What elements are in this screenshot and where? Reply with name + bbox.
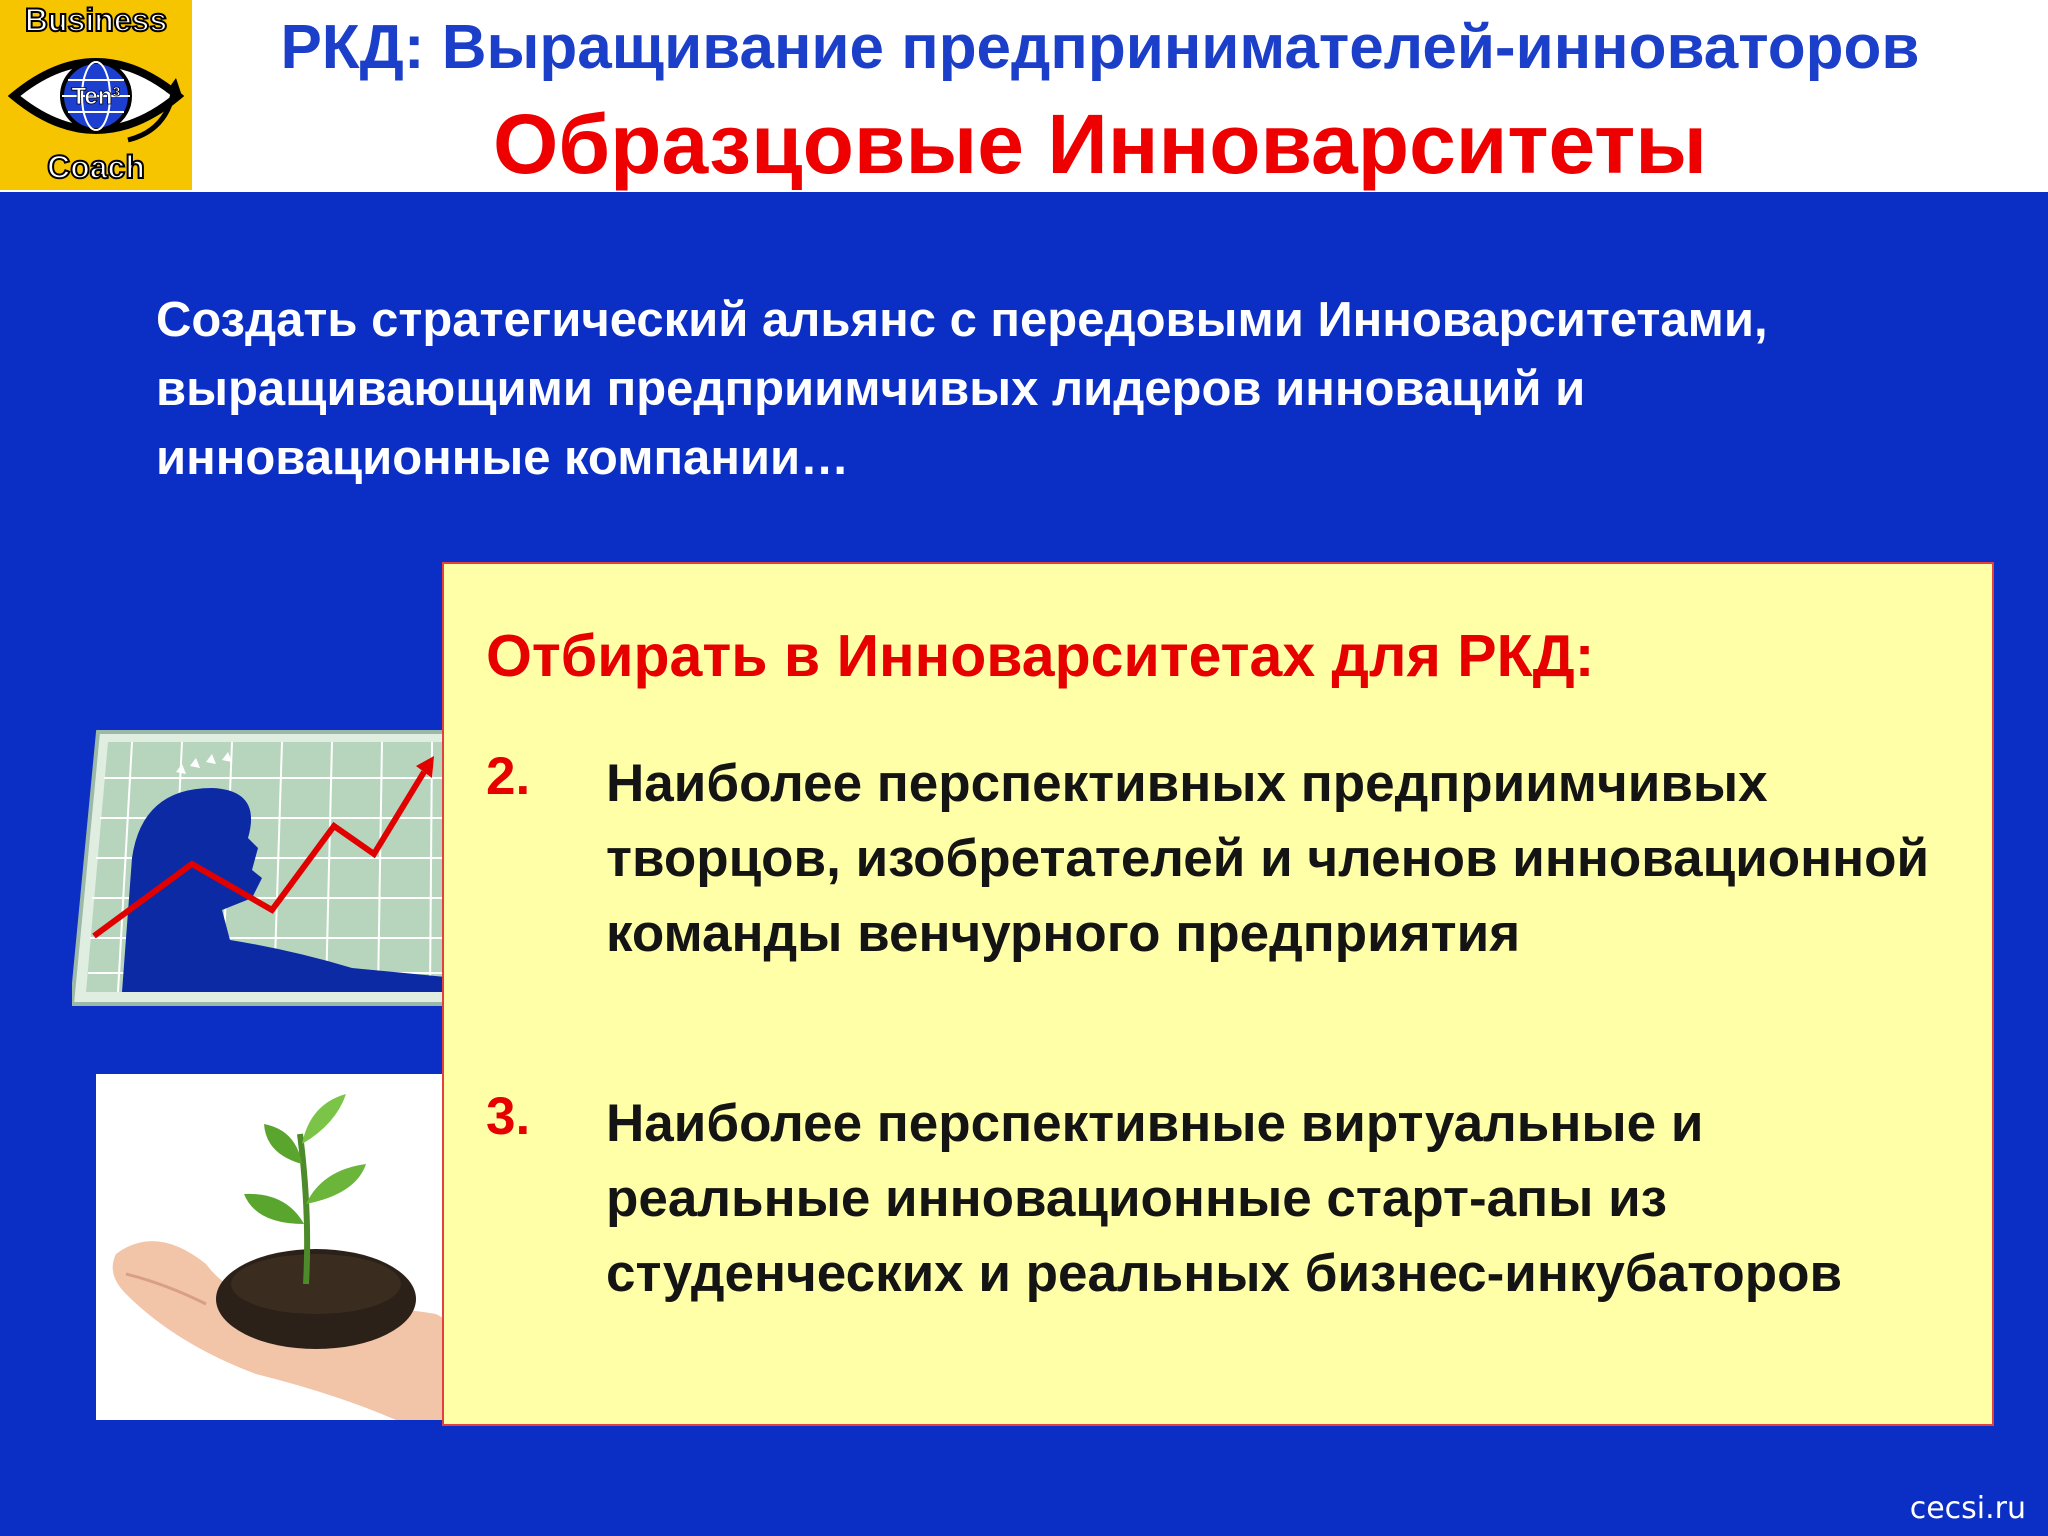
growth-chart-illustration	[72, 728, 456, 1008]
source-watermark: cecsi.ru	[1909, 1491, 2026, 1526]
list-item-number: 3.	[486, 1087, 531, 1146]
eye-globe-icon	[8, 40, 184, 152]
selection-criteria-panel	[442, 562, 1994, 1426]
page-title: РКД: Выращивание предпринимателей-инноваторов	[280, 13, 1920, 82]
plant-in-hand-illustration	[96, 1074, 454, 1420]
list-item-text: Наиболее перспективные виртуальные и реальные инновационные старт-апы из студенческих и реальных бизнес-инкубаторов	[606, 1094, 1843, 1303]
logo-top-text: Business	[24, 2, 168, 38]
business-coach-logo	[0, 0, 192, 190]
panel-title: Отбирать в Инноварситетах для РКД:	[486, 623, 1595, 689]
logo-bottom-text: Coach	[47, 149, 145, 185]
intro-paragraph: Создать стратегический альянс с передовыми Инноварситетами, выращивающими предприимчивых лидеров инноваций и инновационные компании…	[156, 293, 1768, 485]
list-item-text: Наиболее перспективных предприимчивых творцов, изобретателей и членов инновационной команды венчурного предприятия	[606, 754, 1930, 963]
list-item-number: 2.	[486, 747, 531, 806]
logo-center-text: Ten³	[71, 83, 121, 110]
header-banner	[0, 0, 2048, 192]
page-subtitle: Образцовые Инноварситеты	[492, 97, 1708, 191]
